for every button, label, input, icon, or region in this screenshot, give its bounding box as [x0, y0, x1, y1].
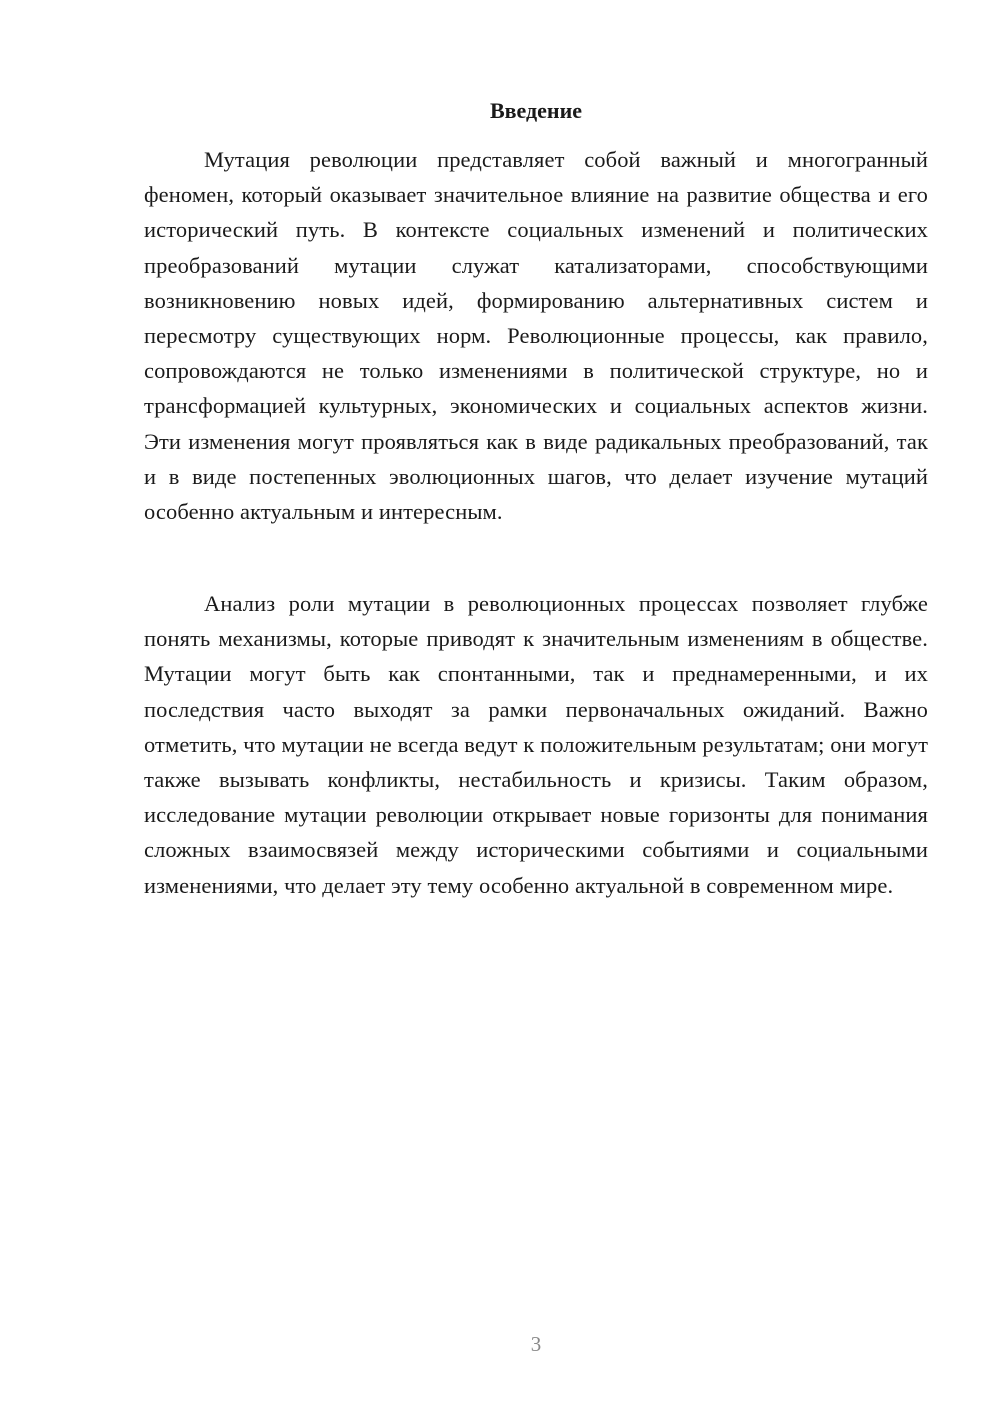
paragraph-2: Анализ роли мутации в революционных процессах позволяет глубже понять механизмы, которые приводят к значительным изменениям в обществе. Мутации могут быть как спонтанными, так и преднамеренными, и их последствия часто выходят за рамки первоначальных ожиданий. Важно отметить, что мутации не всегда ведут к положительным результатам; они могут также вызывать конфликты, нестабильность и кризисы. Таким образом, исследование мутации революции открывает новые горизонты для понимания сложных взаимосвязей между историческими событиями и социальными изменениями, что делает эту тему особенно актуальной в современном мире. [144, 591, 928, 898]
section-heading: Введение [489, 98, 583, 123]
page-number: 3 [530, 1332, 542, 1356]
paragraph-1: Мутация революции представляет собой важный и многогранный феномен, который оказывает значительное влияние на развитие общества и его исторический путь. В контексте социальных изменений и политических преобразований мутации служат катализаторами, способствующими возникновению новых идей, формированию альтернативных систем и пересмотру существующих норм. Революционные процессы, как правило, сопровождаются не только изменениями в политической структуре, но и трансформацией культурных, экономических и социальных аспектов жизни. Эти изменения могут проявляться как в виде радикальных преобразований, так и в виде постепенных эволюционных шагов, что делает изучение мутаций особенно актуальным и интересным. [144, 147, 928, 525]
